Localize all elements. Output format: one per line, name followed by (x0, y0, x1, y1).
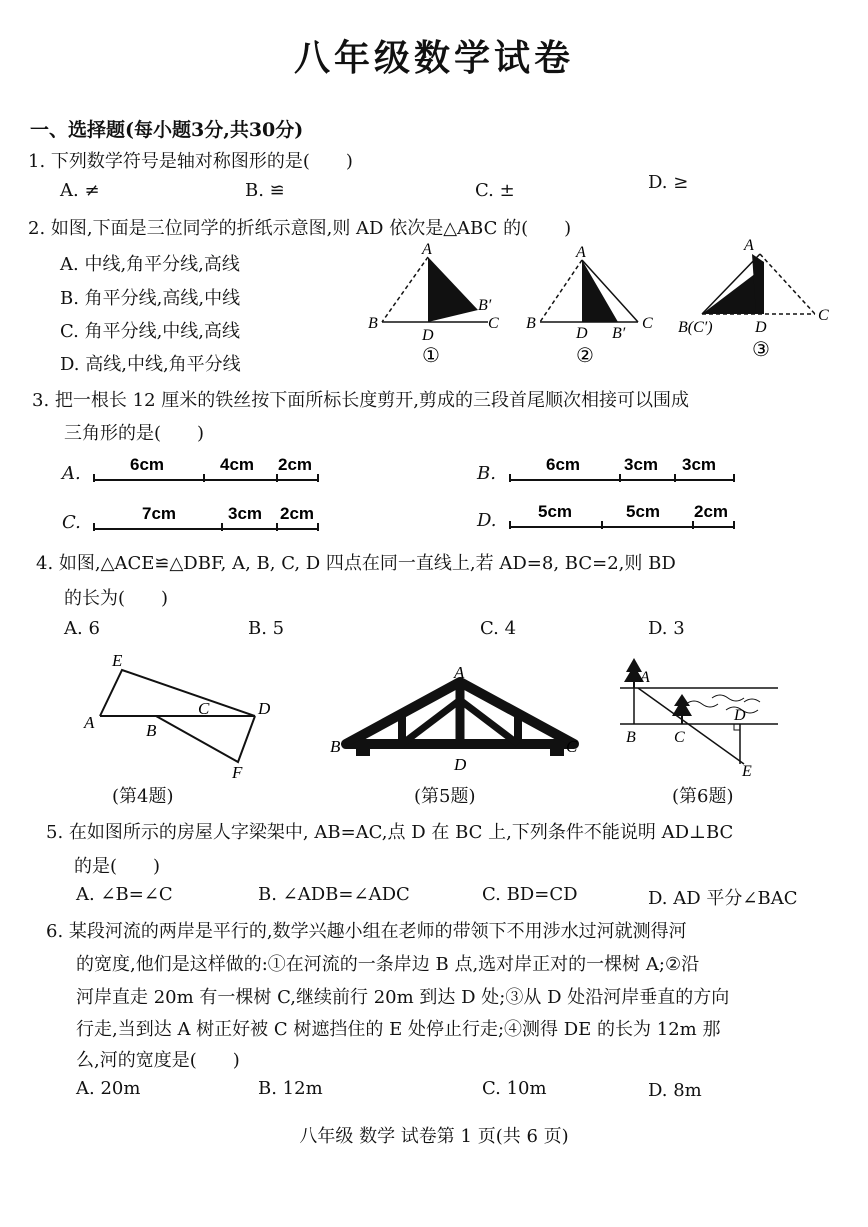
figure-caption-5: (第5题) (414, 786, 476, 807)
q3-segment-d (508, 497, 738, 533)
svg-text:C: C (488, 315, 499, 332)
svg-text:4cm: 4cm (220, 455, 255, 474)
q4-option-d: D. 3 (648, 618, 685, 639)
q3-segment-b (508, 450, 738, 486)
question-4-stem-line2: 的长为( ) (64, 588, 169, 609)
q3-option-b-letter: B. (477, 463, 496, 484)
svg-text:D: D (576, 325, 588, 342)
fold-figure-2 (526, 244, 653, 367)
q6-option-a: A. 20m (76, 1078, 141, 1099)
figure-q4 (80, 650, 280, 785)
q6-option-d: D. 8m (648, 1080, 702, 1101)
q6-option-b: B. 12m (258, 1078, 323, 1099)
q5-option-d: D. AD 平分∠BAC (648, 888, 798, 909)
question-6-line4: 行走,当到达 A 树正好被 C 树遮挡住的 E 处停止行走;④测得 DE 的长为 12m 那 (76, 1019, 721, 1040)
figure-q5-roof-truss (330, 660, 590, 780)
svg-text:B: B (146, 721, 157, 740)
question-6-line3: 河岸直走 20m 有一棵树 C,继续前行 20m 到达 D 处;③从 D 处沿河岸垂直的方向 (76, 987, 730, 1008)
svg-text:A: A (576, 244, 586, 261)
q4-option-c: C. 4 (480, 618, 517, 639)
question-5-stem-line2: 的是( ) (74, 856, 161, 877)
svg-text:5cm: 5cm (626, 502, 661, 521)
q3-option-c-letter: C. (62, 512, 81, 533)
svg-text:B: B (626, 729, 636, 746)
question-3-stem-line2: 三角形的是( ) (64, 423, 205, 444)
q1-option-c: C. ± (475, 180, 515, 201)
svg-text:C: C (642, 315, 653, 332)
q1-option-d: D. ≥ (648, 172, 689, 193)
svg-text:5cm: 5cm (538, 502, 573, 521)
q3-option-a-letter: A. (62, 463, 81, 484)
page-footer: 八年级 数学 试卷第 1 页(共 6 页) (299, 1126, 569, 1147)
figure-label-3: ③ (752, 339, 770, 361)
svg-text:7cm: 7cm (142, 504, 177, 523)
q5-option-c: C. BD=CD (482, 884, 578, 905)
q2-option-d: D. 高线,中线,角平分线 (60, 354, 241, 375)
svg-text:B: B (330, 737, 341, 756)
svg-text:A: A (84, 713, 95, 732)
svg-text:B: B (368, 315, 378, 332)
fold-figure-1 (368, 241, 499, 367)
svg-text:C: C (674, 729, 685, 746)
svg-text:3cm: 3cm (624, 455, 659, 474)
q1-option-a: A. ≠ (60, 180, 100, 201)
svg-text:D: D (755, 319, 767, 336)
question-6-line5: 么,河的宽度是( ) (76, 1050, 240, 1071)
svg-text:2cm: 2cm (278, 455, 313, 474)
svg-text:E: E (742, 763, 752, 780)
q1-option-b: B. ≌ (245, 180, 285, 201)
svg-text:3cm: 3cm (682, 455, 717, 474)
q6-option-c: C. 10m (482, 1078, 547, 1099)
section-heading: 一、选择题(每小题3分,共30分) (30, 119, 304, 141)
figure-caption-4: (第4题) (112, 786, 174, 807)
question-2-stem: 2. 如图,下面是三位同学的折纸示意图,则 AD 依次是△ABC 的( ) (28, 218, 572, 239)
q2-option-a: A. 中线,角平分线,高线 (60, 254, 240, 275)
figure-label-1: ① (422, 345, 440, 367)
svg-text:A: A (640, 669, 650, 686)
q4-option-b: B. 5 (248, 618, 285, 639)
fold-figure-3 (678, 237, 829, 361)
svg-text:C: C (566, 737, 578, 756)
q3-option-d-letter: D. (477, 510, 497, 531)
question-4-stem-line1: 4. 如图,△ACE≌△DBF, A, B, C, D 四点在同一直线上,若 AD=8, BC=2,则 BD (36, 553, 676, 574)
svg-text:A: A (454, 663, 465, 682)
q3-segment-c (92, 499, 322, 535)
svg-text:E: E (112, 651, 123, 670)
q2-option-c: C. 角平分线,中线,高线 (60, 321, 241, 342)
q5-option-a: A. ∠B=∠C (76, 884, 173, 905)
svg-text:C: C (818, 307, 829, 324)
svg-text:2cm: 2cm (280, 504, 315, 523)
q4-option-a: A. 6 (64, 618, 100, 639)
svg-text:A: A (744, 237, 754, 254)
q3-segment-a (92, 450, 322, 486)
svg-text:D: D (422, 327, 434, 344)
svg-text:6cm: 6cm (546, 455, 581, 474)
svg-text:6cm: 6cm (130, 455, 165, 474)
svg-text:F: F (232, 763, 243, 782)
svg-text:A: A (422, 241, 432, 258)
svg-text:B(C′): B(C′) (678, 319, 713, 336)
svg-text:D: D (734, 707, 746, 724)
svg-text:D: D (258, 699, 271, 718)
svg-text:B: B (526, 315, 536, 332)
q5-option-b: B. ∠ADB=∠ADC (258, 884, 410, 905)
question-6-line1: 6. 某段河流的两岸是平行的,数学兴趣小组在老师的带领下不用涉水过河就测得河 (46, 921, 687, 942)
figure-q6-river (616, 652, 786, 782)
svg-text:B′: B′ (612, 325, 626, 342)
question-5-stem-line1: 5. 在如图所示的房屋人字梁架中, AB=AC,点 D 在 BC 上,下列条件不能说明 AD⊥BC (46, 822, 734, 843)
q2-folding-figures (360, 232, 840, 372)
svg-text:2cm: 2cm (694, 502, 729, 521)
figure-caption-6: (第6题) (672, 786, 734, 807)
page-title: 八年级数学试卷 (293, 37, 574, 79)
svg-text:B′: B′ (478, 297, 492, 314)
question-3-stem-line1: 3. 把一根长 12 厘米的铁丝按下面所标长度剪开,剪成的三段首尾顺次相接可以围成 (32, 390, 689, 411)
q2-option-b: B. 角平分线,高线,中线 (60, 288, 241, 309)
svg-text:3cm: 3cm (228, 504, 263, 523)
figure-label-2: ② (576, 345, 594, 367)
question-1-stem: 1. 下列数学符号是轴对称图形的是( ) (28, 151, 353, 172)
svg-text:C: C (198, 699, 210, 718)
svg-text:D: D (454, 755, 467, 774)
question-6-line2: 的宽度,他们是这样做的:①在河流的一条岸边 B 点,选对岸正对的一棵树 A;②沿 (76, 954, 700, 975)
